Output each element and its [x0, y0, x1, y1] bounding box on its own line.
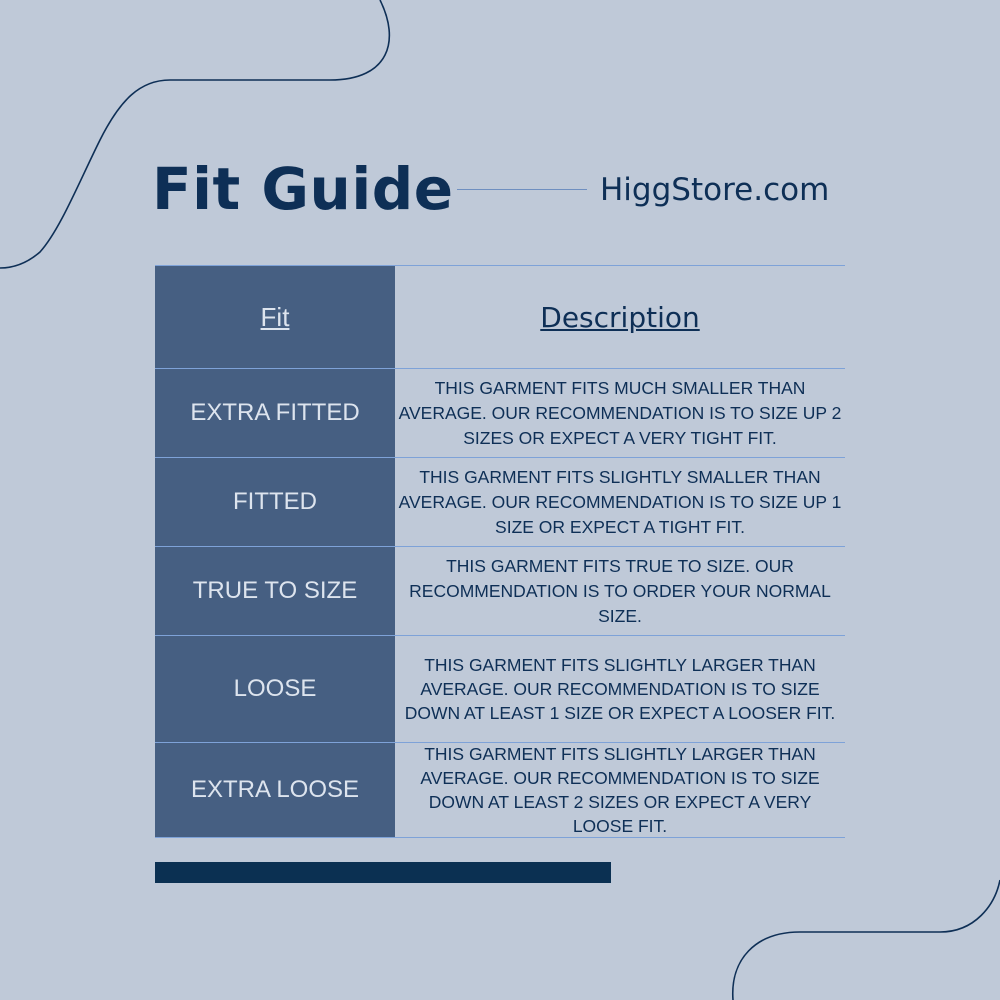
table-row	[155, 368, 845, 457]
fit-label: EXTRA FITTED	[155, 369, 395, 457]
table-row	[155, 546, 845, 635]
store-website: HiggStore.com	[600, 172, 830, 208]
fit-label: TRUE TO SIZE	[155, 547, 395, 635]
fit-description: THIS GARMENT FITS SLIGHTLY LARGER THAN AVERAGE. OUR RECOMMENDATION IS TO SIZE DOWN AT LEAST 1 SIZE OR EXPECT A LOOSER FIT.	[404, 655, 836, 723]
table-row	[155, 457, 845, 546]
fit-guide-table	[155, 265, 845, 838]
table-row	[155, 742, 845, 838]
description-column-header: Description	[540, 300, 700, 334]
footer-accent-bar	[155, 862, 611, 883]
fit-description: THIS GARMENT FITS SLIGHTLY LARGER THAN AVERAGE. OUR RECOMMENDATION IS TO SIZE DOWN AT LEAST 2 SIZES OR EXPECT A VERY LOOSE FIT.	[420, 744, 820, 836]
header-divider-line	[457, 189, 587, 190]
fit-description: THIS GARMENT FITS MUCH SMALLER THAN AVERAGE. OUR RECOMMENDATION IS TO SIZE UP 2 SIZES OR EXPECT A VERY TIGHT FIT.	[398, 377, 842, 448]
table-row	[155, 635, 845, 742]
fit-label: EXTRA LOOSE	[155, 743, 395, 837]
fit-description: THIS GARMENT FITS TRUE TO SIZE. OUR RECOMMENDATION IS TO ORDER YOUR NORMAL SIZE.	[409, 555, 831, 626]
fit-label: FITTED	[155, 458, 395, 546]
fit-label: LOOSE	[155, 636, 395, 742]
fit-column-header: Fit	[155, 266, 395, 368]
table-header-row	[155, 265, 845, 368]
page-title: Fit Guide	[152, 155, 454, 223]
fit-description: THIS GARMENT FITS SLIGHTLY SMALLER THAN AVERAGE. OUR RECOMMENDATION IS TO SIZE UP 1 SIZE OR EXPECT A TIGHT FIT.	[398, 466, 842, 537]
